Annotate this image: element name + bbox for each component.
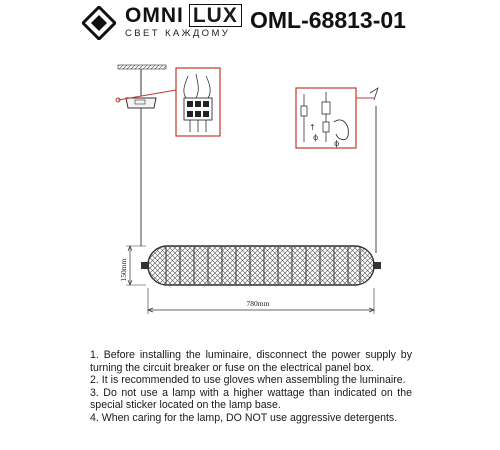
width-dimension bbox=[148, 288, 374, 314]
svg-text:ɸ: ɸ bbox=[313, 133, 319, 142]
brand-name bbox=[125, 4, 242, 28]
brand-omni: OMNI bbox=[125, 4, 184, 27]
header bbox=[0, 0, 500, 48]
instruction-item: 2. It is recommended to use gloves when assembling the luminaire. bbox=[90, 374, 406, 387]
model-number: OML-68813-01 bbox=[250, 7, 406, 33]
ceiling-canopy bbox=[118, 65, 166, 246]
safety-instructions bbox=[90, 349, 412, 425]
brand-tagline: СВЕТ КАЖДОМУ bbox=[125, 28, 231, 39]
svg-text:ɸ: ɸ bbox=[334, 139, 340, 148]
instruction-item: 3. Do not use a lamp with a higher wattage than indicated on the special sticker located on the lamp base. bbox=[90, 386, 412, 412]
adjustment-detail bbox=[296, 88, 378, 148]
svg-text:↑: ↑ bbox=[309, 123, 316, 132]
width-label: 780mm bbox=[246, 299, 270, 308]
instruction-item: 1. Before installing the luminaire, disconnect the power supply by turning the circuit breaker or fuse on the electrical panel box. bbox=[90, 349, 412, 374]
omnilux-logo-icon bbox=[82, 6, 116, 40]
height-label: 150mm bbox=[119, 258, 128, 282]
installation-diagram bbox=[0, 48, 500, 330]
brand-lux: LUX bbox=[189, 4, 242, 27]
instruction-item: 4. When caring for the lamp, DO NOT use aggressive detergents. bbox=[90, 411, 398, 424]
lamp-body bbox=[141, 246, 381, 285]
